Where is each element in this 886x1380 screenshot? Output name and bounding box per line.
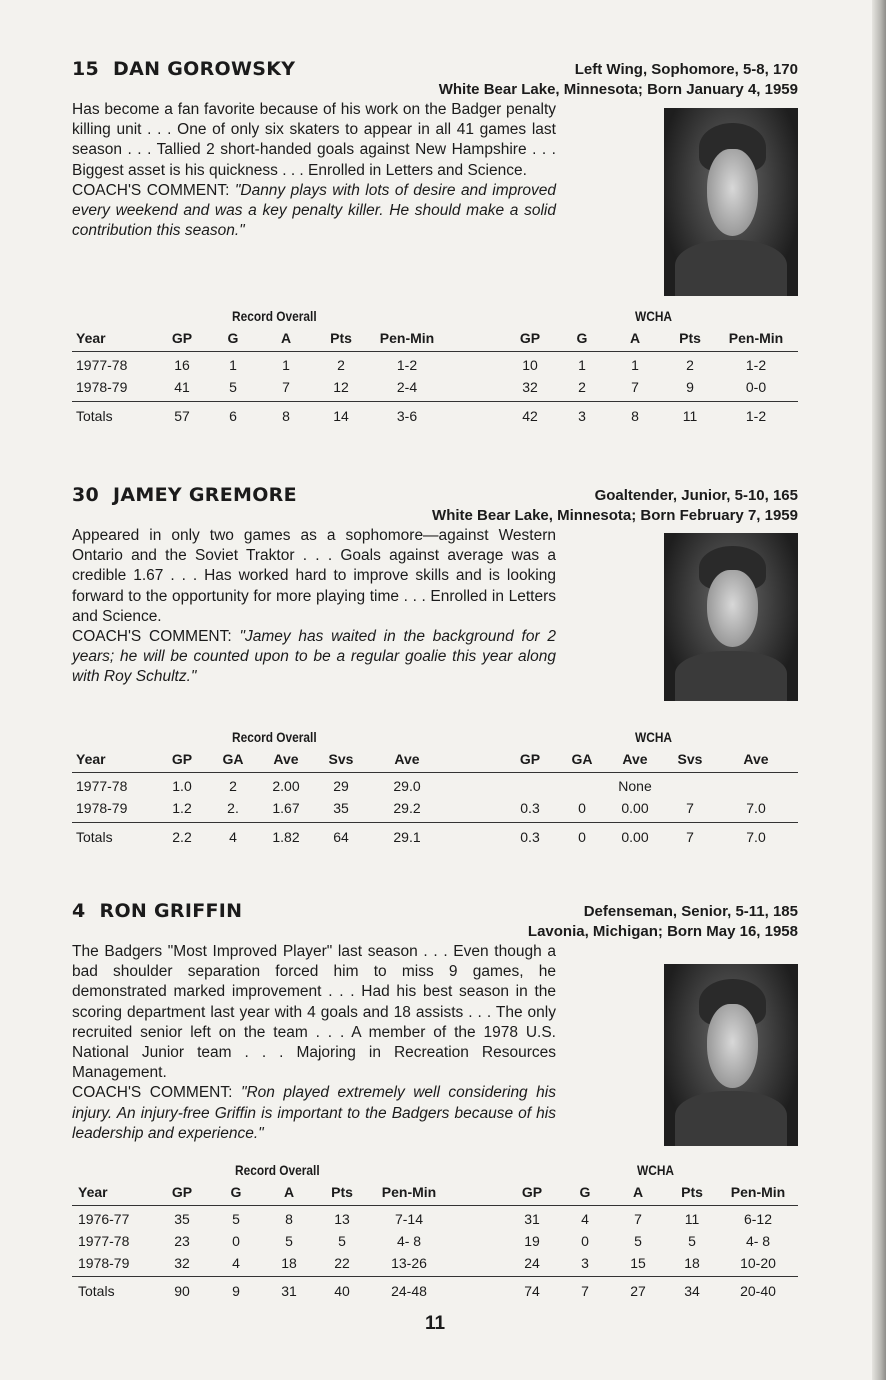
stats-cell: 7 [581,1283,589,1299]
player-number: 30 [72,484,100,506]
stats-cell: 0.00 [621,829,649,845]
stats-cell: 1976-77 [78,1211,130,1227]
stats-cell: 11 [684,1211,700,1227]
stats-cell: 4 [229,829,237,845]
stats-cell: GP [171,751,193,767]
stats-cell: 8 [631,408,639,424]
stats-cell: Pts [331,1184,353,1200]
stats-cell: GP [519,751,541,767]
stats-cell: 2 [337,357,345,373]
stats-cell: Year [76,330,106,346]
stats-cell: 11 [682,408,698,424]
player-number: 15 [72,58,100,80]
player-bio [72,526,556,688]
player-position: Goaltender, Junior, 5-10, 165 [594,487,798,504]
stats-cell: 7 [634,1211,642,1227]
stats-cell: 7 [686,829,694,845]
stats-cell: 1977-78 [76,357,128,373]
stats-cell: 0.00 [621,800,649,816]
coach-comment-label: COACH'S COMMENT: [72,628,232,646]
stats-cell: G [576,330,588,346]
stats-cell: 1 [578,357,586,373]
stats-cell: 32 [522,379,538,395]
wcha-label: WCHA [635,729,673,745]
coach-comment: "Danny plays with lots of desire and improved every weekend and was a key penalty killer. He should make a solid contribution this season." [72,181,557,240]
stats-cell: 9 [686,379,694,395]
stats-cell: 9 [232,1283,240,1299]
stats-cell: 13 [334,1211,350,1227]
stats-cell: 3-6 [396,408,418,424]
stats-cell: 0 [578,800,586,816]
stats-row [72,379,798,401]
coach-comment: "Ron played extremely well considering his injury. An injury-free Griffin is important to the Badgers because of his leadership and experience." [72,1084,556,1142]
page-number: 11 [424,1313,446,1334]
stats-row [72,778,798,800]
bio-text: Appeared in only two games as a sophomore—against Western Ontario and the Soviet Traktor . . . Goals against average was a credible 1.67 . . . Has worked hard to improve skills and is looking forward to the opportunity for more playing time . . . Enrolled in Letters and Science. [72,527,556,625]
stats-cell: Year [76,751,106,767]
stats-cell: 8 [282,408,290,424]
stats-cell: GP [171,330,193,346]
stats-cell: 74 [524,1283,540,1299]
stats-cell: Totals [76,408,113,424]
stats-cell: G [227,330,239,346]
stats-cell: None [618,778,652,794]
stats-cell: 10 [522,357,538,373]
stats-cell: 7 [686,800,694,816]
stats-cell: 5 [338,1233,346,1249]
stats-cell: Pts [681,1184,703,1200]
stats-cell: Pen-Min [728,330,784,346]
stats-cell: 64 [333,829,349,845]
stats-cell: Pen-Min [381,1184,437,1200]
stats-cell: 20-40 [740,1283,776,1299]
stats-cell: 5 [688,1233,696,1249]
stats-cell: 7-14 [394,1211,424,1227]
stats-cell: 15 [630,1255,646,1271]
stats-cell: 16 [174,357,190,373]
stats-cell: 1.0 [172,778,192,794]
stats-cell: 13-26 [391,1255,427,1271]
stats-cell: 5 [229,379,237,395]
stats-totals-row [72,408,798,430]
stats-cell: 29.2 [393,800,421,816]
stats-cell: 35 [333,800,349,816]
stats-row [72,1211,798,1233]
stats-cell: GP [521,1184,543,1200]
stats-cell: 6-12 [743,1211,773,1227]
stats-cell: Ave [273,751,299,767]
stats-cell: 31 [281,1283,297,1299]
player-position: Defenseman, Senior, 5-11, 185 [583,903,798,920]
stats-cell: 23 [174,1233,190,1249]
player-name: 30 JAMEY GREMORE [72,484,297,506]
stats-cell: 0 [578,829,586,845]
stats-cell: GP [519,330,541,346]
stats-cell: Svs [328,751,354,767]
player-photo [664,108,798,296]
stats-cell: 1977-78 [78,1233,130,1249]
stats-cell: Year [78,1184,108,1200]
stats-cell: 7.0 [746,829,766,845]
stats-cell: 1 [282,357,290,373]
bio-text: Has become a fan favorite because of his work on the Badger penalty killing unit . . . One of only six skaters to appear in all 41 games last season . . . Tallied 2 short-handed goals against New Hampshire . . . Biggest asset is his quickness . . . Enrolled in Letters and Science. [72,101,556,179]
stats-header-row [72,1184,798,1206]
stats-row [72,1233,798,1255]
player-hometown: White Bear Lake, Minnesota; Born February 7, 1959 [432,507,798,524]
record-overall-label: Record Overall [235,1162,320,1178]
stats-cell: 24-48 [391,1283,427,1299]
stats-cell: Pen-Min [730,1184,786,1200]
stats-cell: 34 [684,1283,700,1299]
player-header [72,484,798,506]
stats-cell: 2 [686,357,694,373]
player-header [72,58,798,80]
stats-cell: 24 [524,1255,540,1271]
stats-cell: 40 [334,1283,350,1299]
stats-cell: 8 [285,1211,293,1227]
stats-cell: 2 [578,379,586,395]
player-entry [72,900,798,1299]
stats-header-row [72,751,798,773]
stats-cell: Ave [622,751,648,767]
stats-cell: GP [171,1184,193,1200]
stats-row [72,800,798,822]
stats-cell: 1-2 [745,408,767,424]
stats-header-row [72,330,798,352]
page-edge [872,0,886,1380]
stats-cell: 5 [285,1233,293,1249]
stats-cell: 4 [581,1211,589,1227]
player-hometown: White Bear Lake, Minnesota; Born January 4, 1959 [438,81,798,98]
record-overall-label: Record Overall [232,308,317,324]
stats-cell: 1.2 [172,800,192,816]
coach-comment-label: COACH'S COMMENT: [72,181,230,199]
player-name: 15 DAN GOROWSKY [72,58,296,80]
stats-cell: 0 [232,1233,240,1249]
stats-cell: 7 [282,379,290,395]
stats-row [72,357,798,379]
stats-cell: 1.82 [272,829,300,845]
player-name: 4 RON GRIFFIN [72,900,243,922]
stats-cell: 3 [578,408,586,424]
stats-cell: 19 [524,1233,540,1249]
stats-cell: 1978-79 [78,1255,130,1271]
stats-cell: Pts [330,330,352,346]
stats-cell: 5 [232,1211,240,1227]
stats-cell: 29.0 [393,778,421,794]
stats-cell: A [280,330,292,346]
stats-totals-row [72,1283,798,1305]
record-overall-label: Record Overall [232,729,317,745]
stats-cell: Totals [78,1283,115,1299]
stats-cell: 10-20 [740,1255,776,1271]
player-hometown: Lavonia, Michigan; Born May 16, 1958 [527,923,798,940]
stats-cell: 7 [631,379,639,395]
stats-totals-row [72,829,798,851]
stats-cell: 1.67 [272,800,300,816]
stats-cell: Pen-Min [379,330,435,346]
stats-cell: Ave [743,751,769,767]
stats-cell: 1-2 [745,357,767,373]
stats-cell: 4- 8 [745,1233,771,1249]
stats-cell: 31 [524,1211,540,1227]
stats-cell: Svs [677,751,703,767]
stats-cell: 4- 8 [396,1233,422,1249]
stats-cell: 18 [281,1255,297,1271]
stats-cell: 1977-78 [76,778,128,794]
wcha-label: WCHA [637,1162,675,1178]
stats-cell: A [632,1184,644,1200]
stats-cell: 1-2 [396,357,418,373]
stats-cell: 7.0 [746,800,766,816]
stats-cell: 1 [229,357,237,373]
stats-cell: GA [571,751,593,767]
player-number: 4 [72,900,86,922]
stats-cell: 2 [229,778,237,794]
stats-cell: 2.2 [172,829,192,845]
stats-row [72,1255,798,1277]
stats-cell: A [283,1184,295,1200]
stats-cell: 2. [227,800,239,816]
stats-cell: Ave [394,751,420,767]
player-photo [664,533,798,701]
stats-cell: G [230,1184,242,1200]
stats-cell: 32 [174,1255,190,1271]
stats-cell: 14 [333,408,349,424]
stats-cell: 3 [581,1255,589,1271]
stats-cell: 22 [334,1255,350,1271]
stats-cell: 90 [174,1283,190,1299]
stats-cell: 1978-79 [76,800,128,816]
stats-cell: 29.1 [393,829,421,845]
player-bio [72,100,556,241]
coach-comment: "Jamey has waited in the background for 2 years; he will be counted upon to be a regular goalie this year along with Roy Schultz." [72,628,556,686]
stats-cell: 5 [634,1233,642,1249]
stats-cell: 29 [333,778,349,794]
stats-cell: 0.3 [520,800,540,816]
stats-cell: 6 [229,408,237,424]
stats-cell: 57 [174,408,190,424]
player-header [72,900,798,922]
stats-cell: 42 [522,408,538,424]
player-photo [664,964,798,1146]
stats-cell: G [579,1184,591,1200]
stats-cell: A [629,330,641,346]
bio-text: The Badgers "Most Improved Player" last season . . . Even though a bad shoulder separation forced him to miss 9 games, he demonstrated marked improvement . . . Had his best season in the scoring department last year with 4 goals and 18 assists . . . The only recruited senior left on the team . . . A member of the 1978 U.S. National Junior team . . . Majoring in Recreation Resources Management. [72,943,556,1082]
stats-cell: 2.00 [272,778,300,794]
stats-cell: Pts [679,330,701,346]
stats-cell: 1 [631,357,639,373]
player-bio [72,942,556,1144]
stats-cell: 4 [232,1255,240,1271]
coach-comment-label: COACH'S COMMENT: [72,1084,233,1102]
stats-cell: 27 [630,1283,646,1299]
stats-cell: 12 [333,379,349,395]
wcha-label: WCHA [635,308,673,324]
stats-cell: 0-0 [745,379,767,395]
player-entry [72,484,798,845]
player-position: Left Wing, Sophomore, 5-8, 170 [574,61,798,78]
stats-cell: 0 [581,1233,589,1249]
stats-cell: 35 [174,1211,190,1227]
stats-cell: 18 [684,1255,700,1271]
stats-cell: 2-4 [396,379,418,395]
stats-cell: Totals [76,829,113,845]
player-entry [72,58,798,424]
stats-cell: 1978-79 [76,379,128,395]
stats-cell: 41 [174,379,190,395]
stats-cell: GA [222,751,244,767]
stats-cell: 0.3 [520,829,540,845]
